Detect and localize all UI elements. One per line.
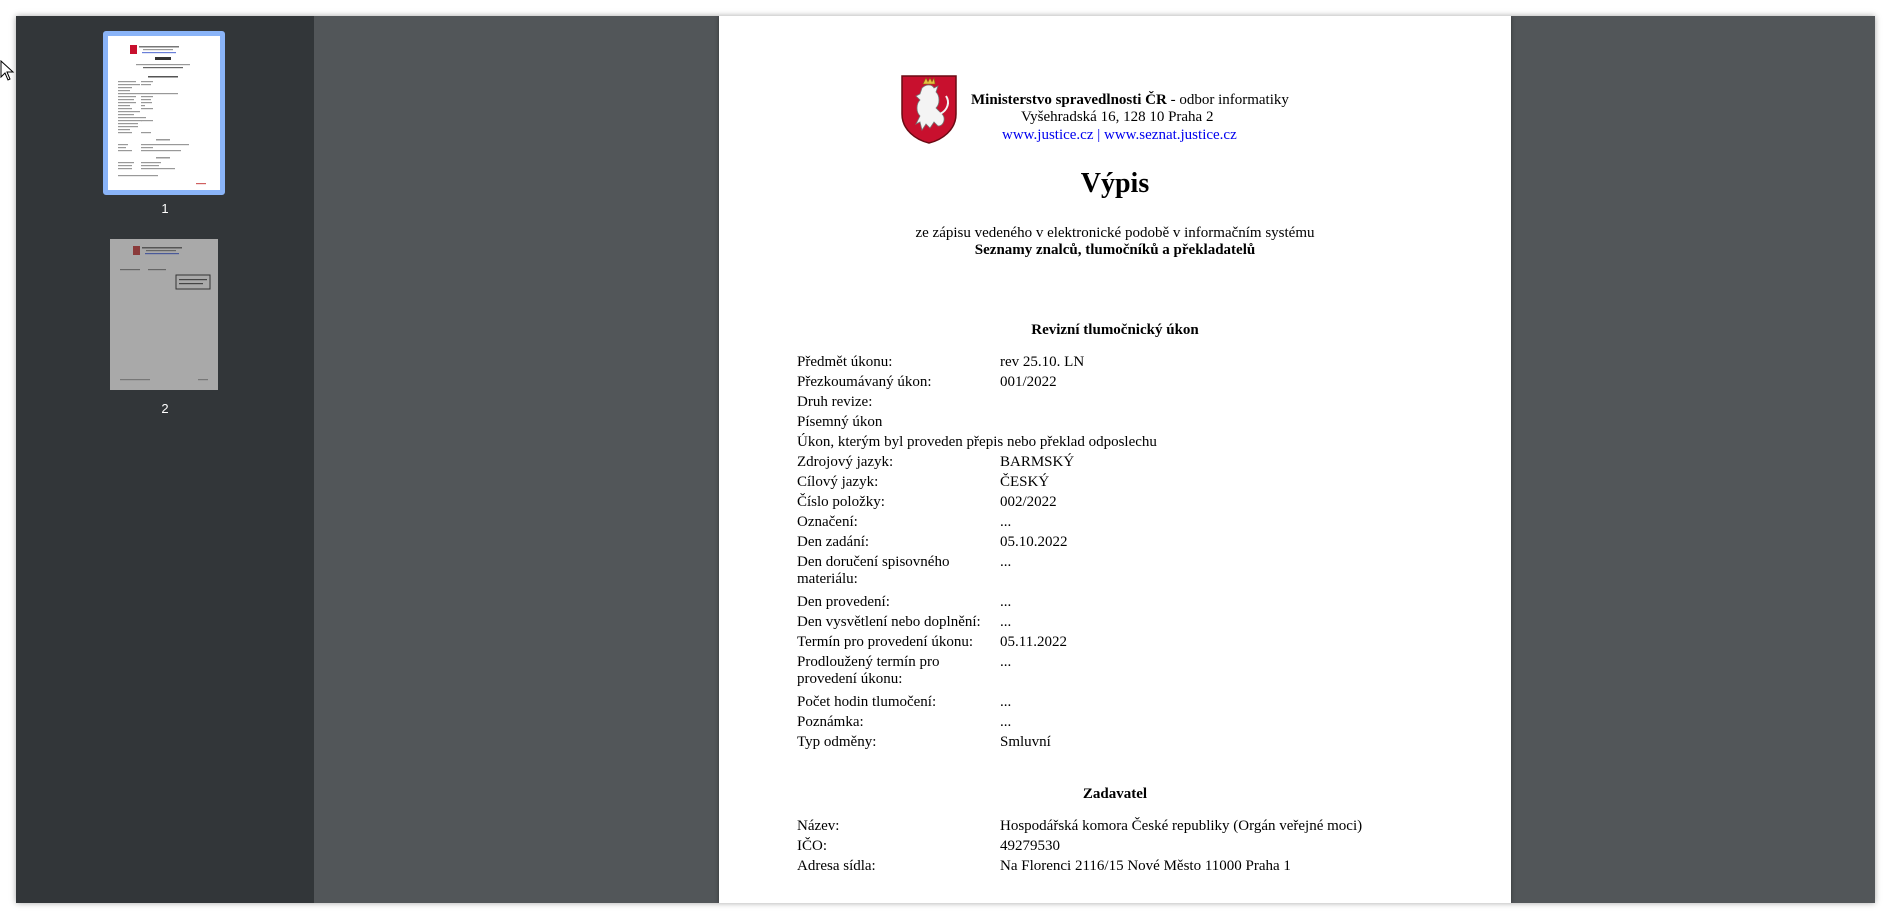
detail-label: IČO: bbox=[797, 838, 827, 854]
detail-label: Číslo položky: bbox=[797, 494, 885, 510]
detail-value: ... bbox=[1000, 614, 1012, 630]
detail-label: Poznámka: bbox=[797, 714, 864, 730]
detail-value: 05.10.2022 bbox=[1000, 534, 1068, 550]
document-page bbox=[719, 16, 1511, 903]
detail-label: Typ odměny: bbox=[797, 734, 877, 750]
detail-value: Smluvní bbox=[1000, 734, 1051, 750]
detail-label: Den provedení: bbox=[797, 594, 890, 610]
ministry-links bbox=[1002, 127, 1237, 144]
seznat-link[interactable]: www.seznat.justice.cz bbox=[1104, 127, 1237, 143]
mouse-cursor-icon bbox=[0, 60, 16, 82]
thumbnail-page-2-content bbox=[110, 239, 218, 390]
detail-label: Adresa sídla: bbox=[797, 858, 876, 874]
detail-label: Den vysvětlení nebo doplnění: bbox=[797, 614, 981, 630]
ministry-name: Ministerstvo spravedlnosti ČR bbox=[971, 92, 1167, 108]
thumbnail-selection-frame[interactable] bbox=[103, 31, 225, 195]
detail-label: Úkon, kterým byl proveden přepis nebo překlad odposlechu bbox=[797, 434, 1157, 450]
detail-label: Den zadání: bbox=[797, 534, 870, 550]
section-title-requester: Zadavatel bbox=[1082, 786, 1148, 802]
thumbnail-page-number: 1 bbox=[161, 201, 169, 216]
document-title: Výpis bbox=[1080, 168, 1150, 199]
thumbnail-page-2-preview[interactable] bbox=[110, 239, 218, 390]
detail-label: Písemný úkon bbox=[797, 414, 883, 430]
detail-label: Přezkoumávaný úkon: bbox=[797, 374, 932, 390]
thumbnail-page-number: 2 bbox=[161, 401, 169, 416]
detail-label: Počet hodin tlumočení: bbox=[797, 694, 937, 710]
detail-value: BARMSKÝ bbox=[1000, 454, 1075, 470]
thumbnail-sidebar[interactable] bbox=[16, 16, 314, 903]
detail-label: Prodloužený termín pro provedení úkonu: bbox=[797, 654, 940, 687]
justice-link[interactable]: www.justice.cz bbox=[1002, 127, 1094, 143]
detail-value: rev 25.10. LN bbox=[1000, 354, 1085, 370]
detail-value: Hospodářská komora České republiky (Orgán veřejné moci) bbox=[1000, 818, 1363, 834]
ministry-heading bbox=[971, 92, 1289, 109]
detail-value: 001/2022 bbox=[1000, 374, 1057, 390]
detail-label: Termín pro provedení úkonu: bbox=[797, 634, 973, 650]
link-separator: | bbox=[1093, 127, 1105, 143]
detail-value: ... bbox=[1000, 694, 1012, 710]
detail-label: Předmět úkonu: bbox=[797, 354, 893, 370]
detail-value: Na Florenci 2116/15 Nové Město 11000 Praha 1 bbox=[1000, 858, 1291, 874]
czech-coat-of-arms-icon bbox=[900, 74, 958, 144]
detail-value: ČESKÝ bbox=[1000, 474, 1050, 490]
document-register-name: Seznamy znalců, tlumočníků a překladatelů bbox=[974, 242, 1256, 258]
ministry-department: - odbor informatiky bbox=[1166, 92, 1289, 108]
section-title-revision: Revizní tlumočnický úkon bbox=[1031, 322, 1199, 338]
detail-value: 49279530 bbox=[1000, 838, 1060, 854]
detail-label: Název: bbox=[797, 818, 840, 834]
detail-label: Označení: bbox=[797, 514, 858, 530]
detail-value: 05.11.2022 bbox=[1000, 634, 1067, 650]
thumbnail-page-1-preview bbox=[108, 36, 220, 190]
detail-value: ... bbox=[1000, 654, 1012, 670]
detail-value: ... bbox=[1000, 714, 1012, 730]
detail-label: Den doručení spisovného materiálu: bbox=[797, 554, 950, 587]
detail-label: Zdrojový jazyk: bbox=[797, 454, 894, 470]
detail-value: ... bbox=[1000, 514, 1012, 530]
detail-value: 002/2022 bbox=[1000, 494, 1057, 510]
detail-label: Druh revize: bbox=[797, 394, 873, 410]
detail-value: ... bbox=[1000, 594, 1012, 610]
detail-label: Cílový jazyk: bbox=[797, 474, 879, 490]
document-subtitle: ze zápisu vedeného v elektronické podobě v informačním systému bbox=[915, 225, 1315, 241]
detail-value: ... bbox=[1000, 554, 1012, 570]
ministry-address: Vyšehradská 16, 128 10 Praha 2 bbox=[1021, 109, 1214, 125]
pdf-viewer bbox=[16, 16, 1875, 903]
